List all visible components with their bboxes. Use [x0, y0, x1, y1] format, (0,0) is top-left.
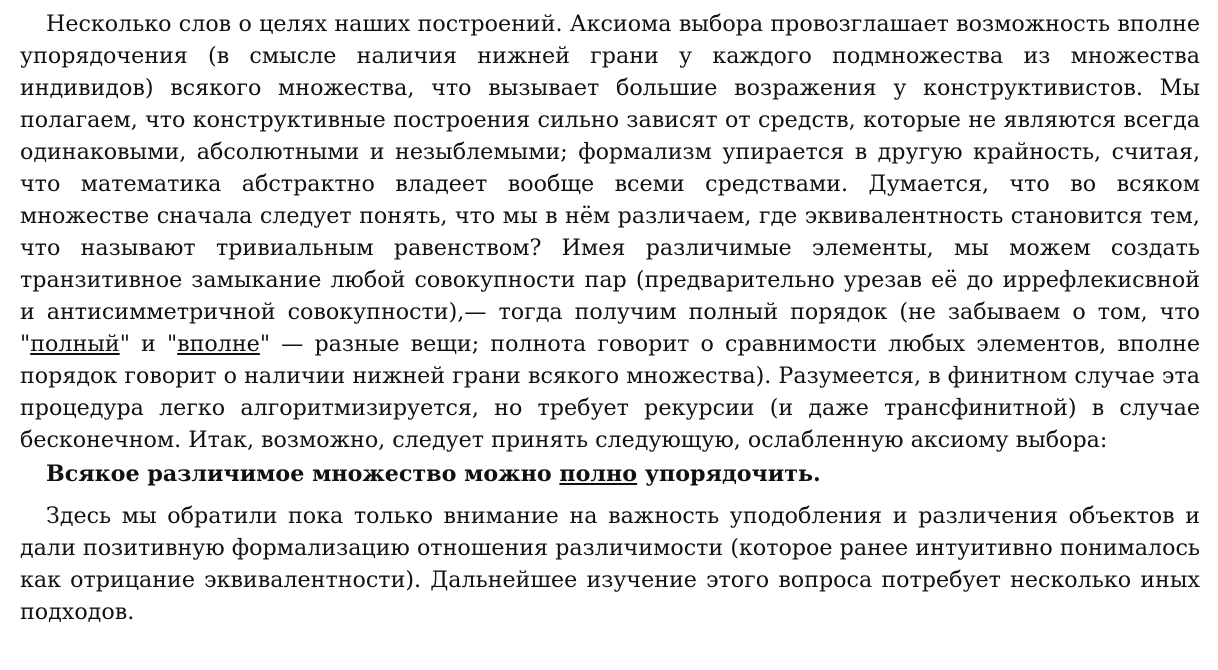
paragraph-goals-text-2: " и "	[119, 331, 178, 357]
weakened-axiom-statement	[46, 456, 1200, 500]
paragraph-conclusion: Здесь мы обратили пока только внимание на важность уподобления и различения объектов и дали позитивную формализацию отношения различимости (которое ранее интуитивно понималось как отрицание эквивалентности). Дальнейшее изучение этого вопроса потребует несколько иных подходов.	[20, 503, 1200, 625]
statement-text-2: упорядочить.	[637, 461, 821, 487]
paragraph-goals	[20, 8, 1200, 456]
document-page	[20, 8, 1200, 628]
statement-text-1: Всякое различимое множество можно	[46, 461, 560, 487]
paragraph-goals-text-3: " — разные вещи; полнота говорит о сравнимости любых элементов, вполне порядок говорит о наличии нижней грани всякого множества). Разумеется, в финитном случае эта процедура легко алгоритмизируется, но требует рекурсии (и даже трансфинитной) в случае бесконечном. Итак, возможно, следует принять следующую, ослабленную аксиому выбора:	[20, 331, 1201, 453]
underlined-term-polny: полный	[30, 331, 120, 357]
paragraph-goals-text-1: Несколько слов о целях наших построений. Аксиома выбора провозглашает возможность вполне упорядочения (в смысле наличия нижней грани у каждого подмножества из множества индивидов) всякого множества, что вызывает большие возражения у конструктивистов. Мы полагаем, что конструктивные построения сильно зависят от средств, которые не являются всегда одинаковыми, абсолютными и незыблемыми; формализм упирается в другую крайность, считая, что математика абстрактно владеет вообще всеми средствами. Думается, что во всяком множестве сначала следует понять, что мы в нём различаем, где эквивалентность становится тем, что называют тривиальным равенством? Имея различимые элементы, мы можем создать транзитивное замыкание любой совокупности пар (предварительно урезав её до иррефлекисвной и антисимметричной совокупности),— тогда получим полный порядок (не забываем о том, что "	[20, 11, 1200, 357]
underlined-term-vpolne: вполне	[177, 331, 260, 357]
statement-underlined-word: полно	[559, 461, 638, 487]
